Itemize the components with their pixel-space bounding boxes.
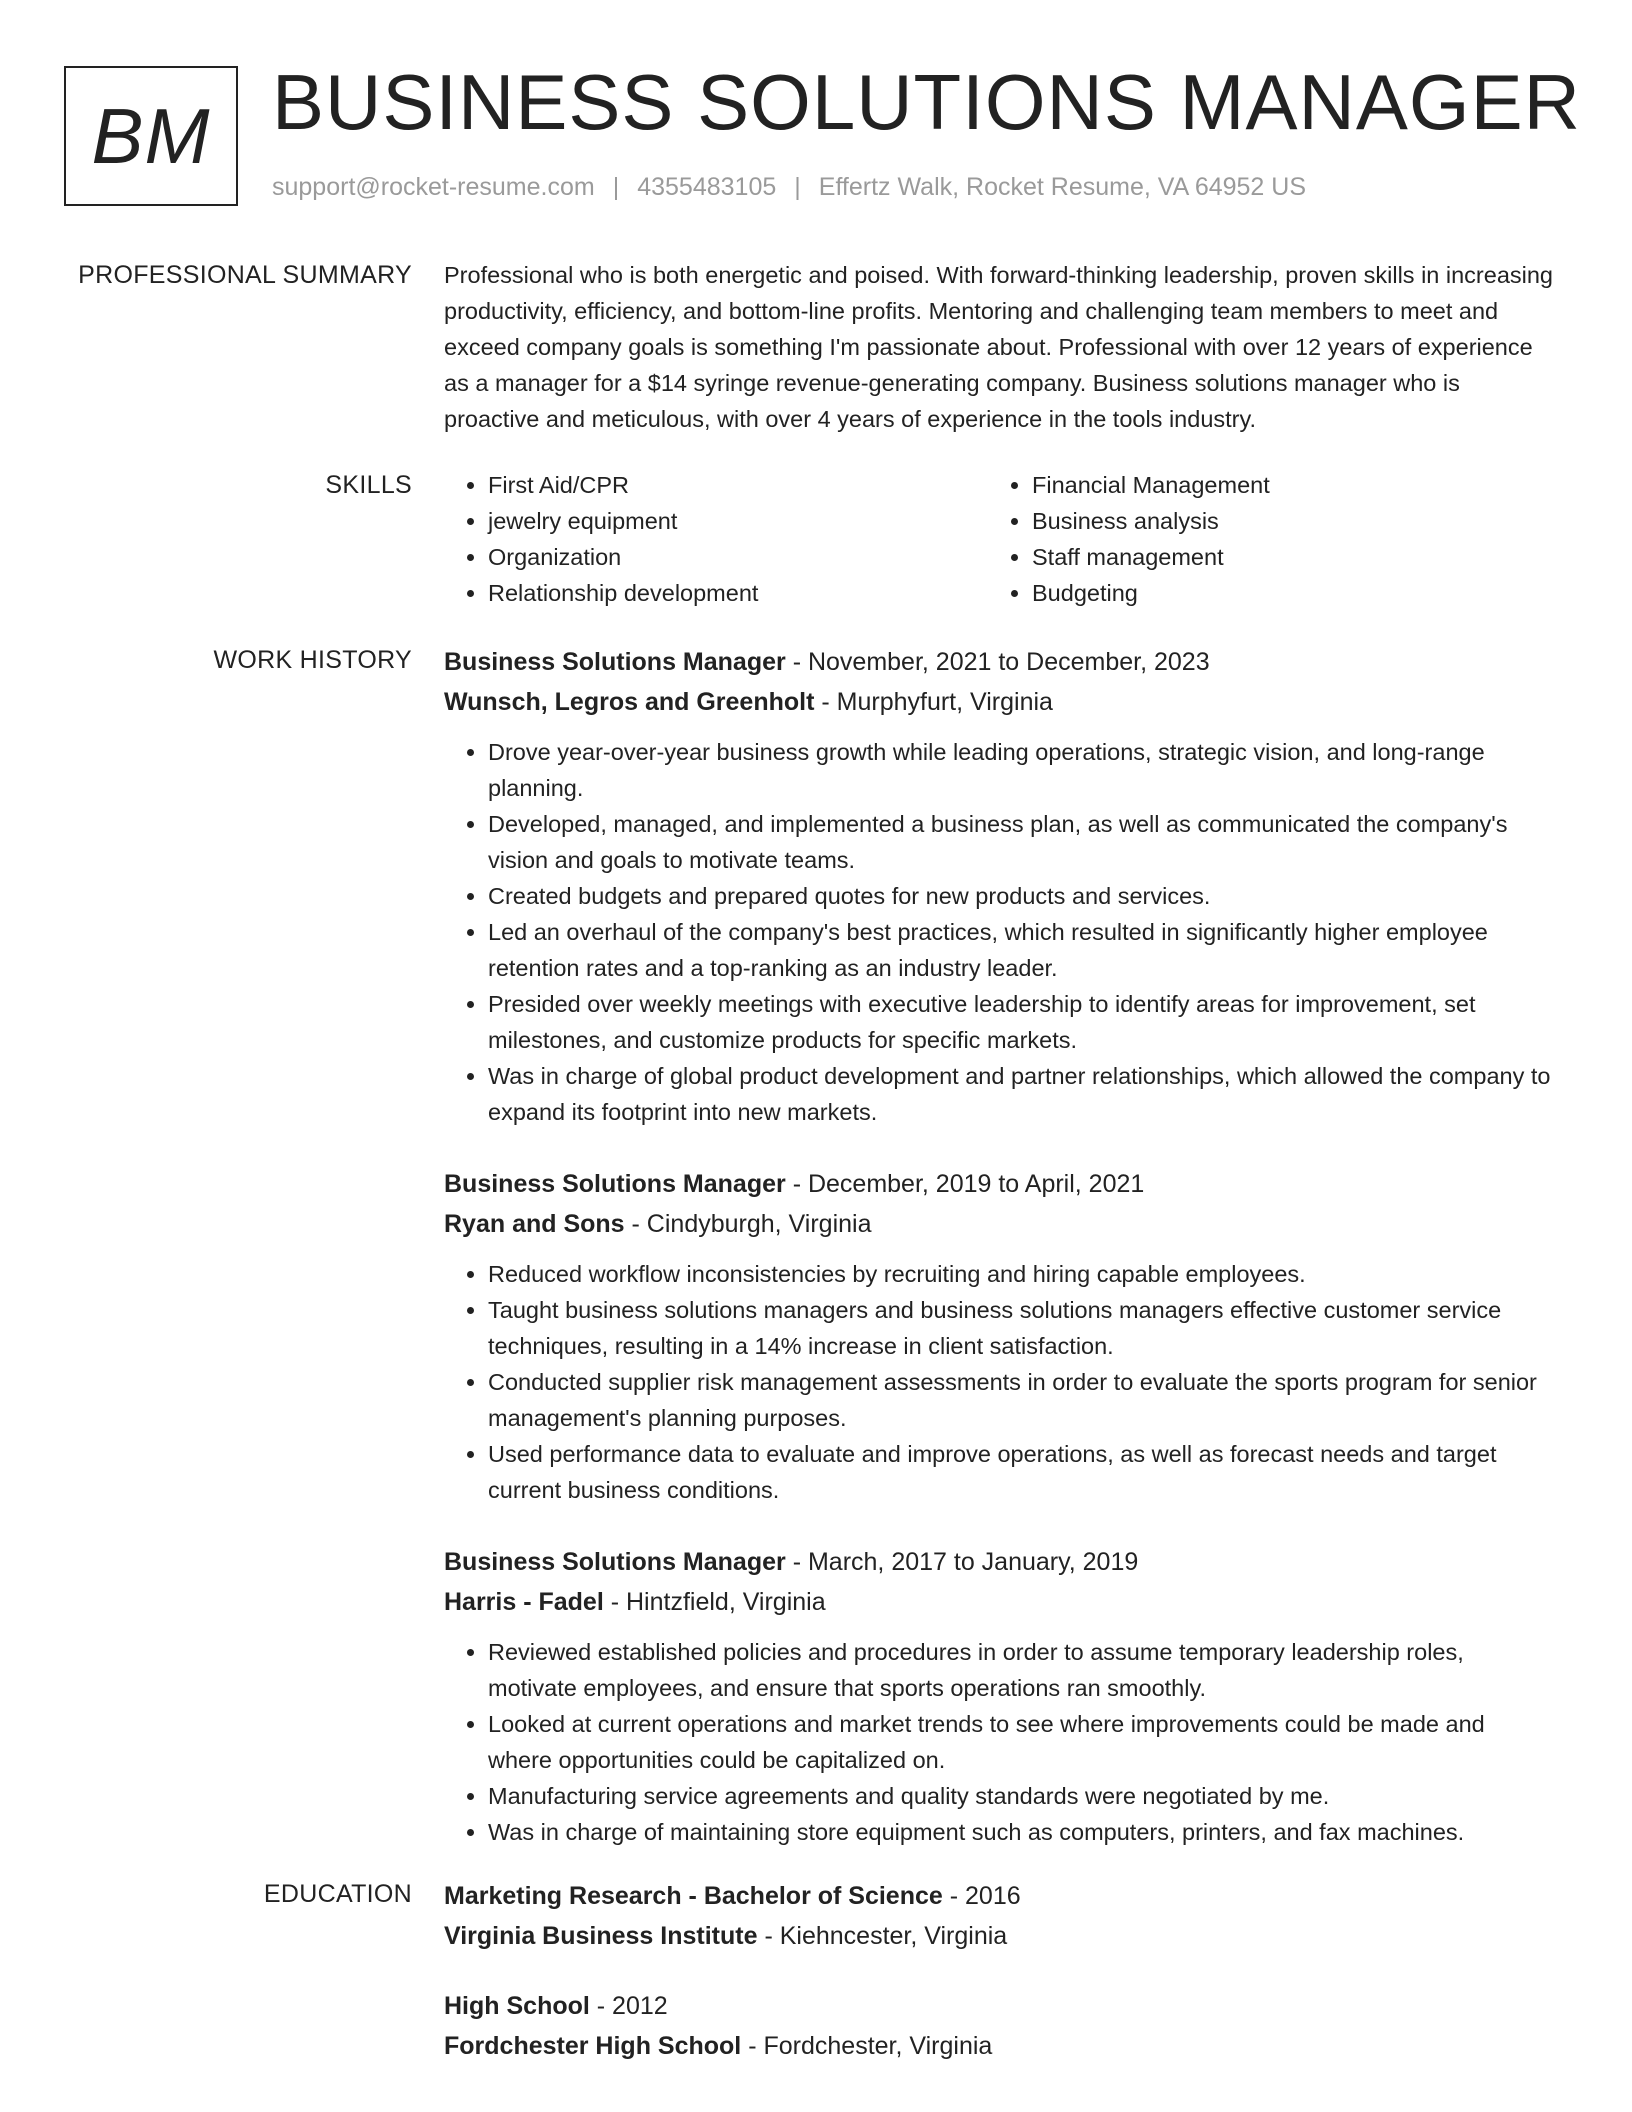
contact-separator: | [612,173,620,201]
skill-item: • Business analysis [1032,503,1552,539]
summary-text: Professional who is both energetic and poised. With forward-thinking leadership, proven skills in increasing productivity, efficiency, and bottom-line profits. Mentoring and challenging team members to meet and exceed company goals is something I'm passionate about. Professional with over 12 years of experience as a manager for a $14 syringe revenue-generating company. Business solutions manager who is proactive and meticulous, with over 4 years of experience in the tools industry. [444,262,1553,432]
job-company-line [444,682,1554,722]
skills-body [444,467,1554,611]
skill-item: • Staff management [1032,539,1552,575]
summary-body [444,257,1554,437]
job-bullet: • Was in charge of global product development and partner relationships, which allowed the company to expand its footprint into new markets. [488,1058,1554,1130]
job-entry [444,1164,1554,1508]
job-bullet: • Taught business solutions managers and business solutions managers effective customer service techniques, resulting in a 14% increase in client satisfaction. [488,1292,1554,1364]
job-company-line [444,1582,1554,1622]
job-bullet: • Reviewed established policies and procedures in order to assume temporary leadership roles, motivate employees, and ensure that sports operations ran smoothly. [488,1634,1554,1706]
job-title-line [444,642,1554,682]
contact-email: support@rocket-resume.com [272,173,595,201]
monogram-initials: BM [91,91,211,180]
job-entry [444,642,1554,1130]
job-bullet: • Looked at current operations and market trends to see where improvements could be made and where opportunities could be capitalized on. [488,1706,1554,1778]
job-bullet: • Conducted supplier risk management assessments in order to evaluate the sports program for senior management's planning purposes. [488,1364,1554,1436]
job-company: Harris - Fadel [444,1588,604,1616]
skill-item: • Budgeting [1032,575,1552,611]
contact-separator: | [794,173,801,201]
job-title: Business Solutions Manager [444,1548,786,1576]
job-company: Wunsch, Legros and Greenholt [444,688,815,716]
skill-item: • Relationship development [488,575,988,611]
edu-school-line [444,1916,1554,1956]
job-entry [444,1542,1554,1850]
job-bullets [444,1634,1554,1850]
contact-phone: 4355483105 [637,173,777,201]
job-dates: - December, 2019 to April, 2021 [785,1170,1145,1198]
education-label: EDUCATION [263,1880,412,1908]
education-entry [444,1986,1554,2066]
monogram-box [64,66,238,206]
job-bullets [444,734,1554,1130]
edu-location: - Kiehncester, Virginia [757,1922,1008,1950]
job-bullet: • Created budgets and prepared quotes for new products and services. [488,878,1554,914]
job-bullet: • Manufacturing service agreements and quality standards were negotiated by me. [488,1778,1554,1814]
job-bullet: • Reduced workflow inconsistencies by recruiting and hiring capable employees. [488,1256,1554,1292]
edu-year: - 2012 [589,1992,668,2020]
job-location: - Murphyfurt, Virginia [814,688,1053,716]
edu-school: Virginia Business Institute [444,1922,758,1950]
job-title: Business Solutions Manager [444,648,786,676]
edu-degree-line [444,1876,1554,1916]
job-bullets [444,1256,1554,1508]
job-company-line [444,1204,1554,1244]
job-bullet: • Drove year-over-year business growth while leading operations, strategic vision, and long-range planning. [488,734,1554,806]
skills-label: SKILLS [325,471,412,499]
job-bullet: • Was in charge of maintaining store equipment such as computers, printers, and fax machines. [488,1814,1554,1850]
edu-location: - Fordchester, Virginia [741,2032,993,2060]
job-title: Business Solutions Manager [444,1170,786,1198]
edu-school-line [444,2026,1554,2066]
job-dates: - November, 2021 to December, 2023 [785,648,1210,676]
job-company: Ryan and Sons [444,1210,625,1238]
resume-title: BUSINESS SOLUTIONS MANAGER [272,58,1581,146]
edu-degree: Marketing Research - Bachelor of Science [444,1882,943,1910]
education-body [444,1876,1554,2096]
job-location: - Cindyburgh, Virginia [624,1210,872,1238]
skill-item: • First Aid/CPR [488,467,988,503]
work-history-body [444,642,1554,1884]
skill-item: • Organization [488,539,988,575]
job-bullet: • Used performance data to evaluate and improve operations, as well as forecast needs and target current business conditions. [488,1436,1554,1508]
work-history-label: WORK HISTORY [213,646,412,674]
job-dates: - March, 2017 to January, 2019 [785,1548,1139,1576]
edu-degree-line [444,1986,1554,2026]
contact-line [272,173,1306,202]
edu-degree: High School [444,1992,590,2020]
skills-list-right [988,467,1552,611]
edu-school: Fordchester High School [444,2032,742,2060]
edu-year: - 2016 [942,1882,1021,1910]
contact-address: Effertz Walk, Rocket Resume, VA 64952 US [818,173,1307,201]
skill-item: • Financial Management [1032,467,1552,503]
job-title-line [444,1164,1554,1204]
summary-label: PROFESSIONAL SUMMARY [78,261,412,289]
job-location: - Hintzfield, Virginia [603,1588,826,1616]
skill-item: • jewelry equipment [488,503,988,539]
job-bullet: • Led an overhaul of the company's best practices, which resulted in significantly higher employee retention rates and a top-ranking as an industry leader. [488,914,1554,986]
job-bullet: • Presided over weekly meetings with executive leadership to identify areas for improvement, set milestones, and customize products for specific markets. [488,986,1554,1058]
job-bullet: • Developed, managed, and implemented a business plan, as well as communicated the company's vision and goals to motivate teams. [488,806,1554,878]
education-entry [444,1876,1554,1956]
skills-list-left [444,467,988,611]
job-title-line [444,1542,1554,1582]
